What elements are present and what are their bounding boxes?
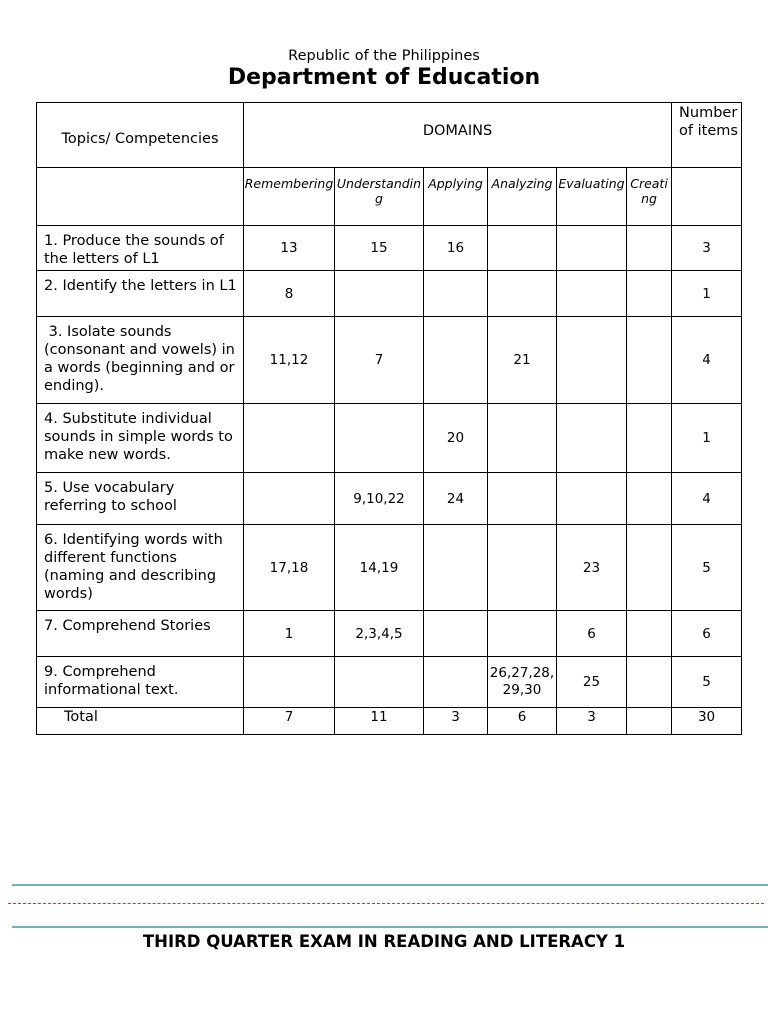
empty-cell: [37, 168, 244, 226]
exam-title: THIRD QUARTER EXAM IN READING AND LITERACY 1: [142, 932, 626, 951]
item-cell: [335, 271, 424, 317]
table-row: [37, 525, 742, 611]
item-cell: [627, 525, 672, 611]
table-row: [37, 226, 742, 271]
items-count-cell: 4: [672, 473, 742, 525]
domain-analyzing: Analyzing: [488, 168, 557, 226]
item-cell: 13: [244, 226, 335, 271]
table-row: [37, 317, 742, 404]
topic-cell: 9. Comprehend informational text.: [37, 657, 244, 708]
items-count-cell: 1: [672, 404, 742, 473]
items-count-cell: 5: [672, 657, 742, 708]
items-count-cell: 5: [672, 525, 742, 611]
table-row: [37, 473, 742, 525]
topic-cell: 7. Comprehend Stories: [37, 611, 244, 657]
item-cell: [244, 473, 335, 525]
item-cell: [627, 657, 672, 708]
item-cell: 6: [557, 611, 627, 657]
topic-cell: 4. Substitute individual sounds in simple words to make new words.: [37, 404, 244, 473]
domain-subheader-row: [37, 168, 742, 226]
item-cell: 25: [557, 657, 627, 708]
item-cell: [244, 657, 335, 708]
item-cell: 2,3,4,5: [335, 611, 424, 657]
item-cell: [627, 611, 672, 657]
topic-cell: 5. Use vocabulary referring to school: [37, 473, 244, 525]
item-cell: [424, 611, 488, 657]
divider-red-dashed: [8, 903, 764, 904]
divider-teal-bottom: [12, 926, 768, 928]
item-cell: [557, 317, 627, 404]
item-cell: [488, 473, 557, 525]
item-cell: 21: [488, 317, 557, 404]
item-cell: 9,10,22: [335, 473, 424, 525]
item-cell: 26,27,28,29,30: [488, 657, 557, 708]
domain-evaluating: Evaluating: [557, 168, 627, 226]
item-cell: 11,12: [244, 317, 335, 404]
total-cell: 6: [488, 708, 557, 735]
item-cell: 23: [557, 525, 627, 611]
domain-creating: Creating: [627, 168, 672, 226]
item-cell: [488, 404, 557, 473]
item-cell: [424, 271, 488, 317]
item-cell: [627, 271, 672, 317]
item-cell: [244, 404, 335, 473]
total-label: Total: [37, 708, 244, 735]
total-row: [37, 708, 742, 735]
items-count-cell: 6: [672, 611, 742, 657]
items-count-cell: 4: [672, 317, 742, 404]
item-cell: [557, 271, 627, 317]
item-cell: [557, 404, 627, 473]
item-cell: 7: [335, 317, 424, 404]
topic-cell: 3. Isolate sounds (consonant and vowels) in a words (beginning and or ending).: [37, 317, 244, 404]
item-cell: [557, 473, 627, 525]
item-cell: [557, 226, 627, 271]
total-items-cell: 30: [672, 708, 742, 735]
item-cell: [627, 404, 672, 473]
item-cell: 20: [424, 404, 488, 473]
topic-cell: 1. Produce the sounds of the letters of L1: [37, 226, 244, 271]
table-row: [37, 611, 742, 657]
item-cell: [335, 404, 424, 473]
total-cell: 3: [424, 708, 488, 735]
divider-teal-top: [12, 884, 768, 886]
table-row: [37, 404, 742, 473]
department-heading: Department of Education: [227, 65, 541, 90]
items-count-cell: 1: [672, 271, 742, 317]
table-row: [37, 657, 742, 708]
item-cell: [424, 317, 488, 404]
total-cell: 7: [244, 708, 335, 735]
item-cell: 17,18: [244, 525, 335, 611]
item-cell: [627, 226, 672, 271]
item-cell: [488, 271, 557, 317]
domain-applying: Applying: [424, 168, 488, 226]
empty-cell: [672, 168, 742, 226]
item-cell: 15: [335, 226, 424, 271]
table-row: [37, 271, 742, 317]
item-cell: 14,19: [335, 525, 424, 611]
item-cell: [488, 226, 557, 271]
domain-remembering: Remembering: [244, 168, 335, 226]
items-column-header: Number of items: [672, 103, 742, 168]
total-cell: [627, 708, 672, 735]
total-cell: 3: [557, 708, 627, 735]
item-cell: [488, 525, 557, 611]
items-count-cell: 3: [672, 226, 742, 271]
republic-heading: Republic of the Philippines: [288, 48, 480, 64]
item-cell: [335, 657, 424, 708]
item-cell: [424, 525, 488, 611]
item-cell: 24: [424, 473, 488, 525]
header-row: [37, 103, 742, 168]
domain-understanding: Understanding: [335, 168, 424, 226]
domains-header: DOMAINS: [244, 103, 672, 168]
total-cell: 11: [335, 708, 424, 735]
topic-cell: 6. Identifying words with different functions (naming and describing words): [37, 525, 244, 611]
item-cell: [627, 473, 672, 525]
item-cell: [488, 611, 557, 657]
item-cell: [424, 657, 488, 708]
item-cell: 8: [244, 271, 335, 317]
item-cell: [627, 317, 672, 404]
topics-column-header: Topics/ Competencies: [37, 103, 244, 168]
topic-cell: 2. Identify the letters in L1: [37, 271, 244, 317]
item-cell: 1: [244, 611, 335, 657]
item-cell: 16: [424, 226, 488, 271]
table-of-specifications: [36, 102, 742, 735]
